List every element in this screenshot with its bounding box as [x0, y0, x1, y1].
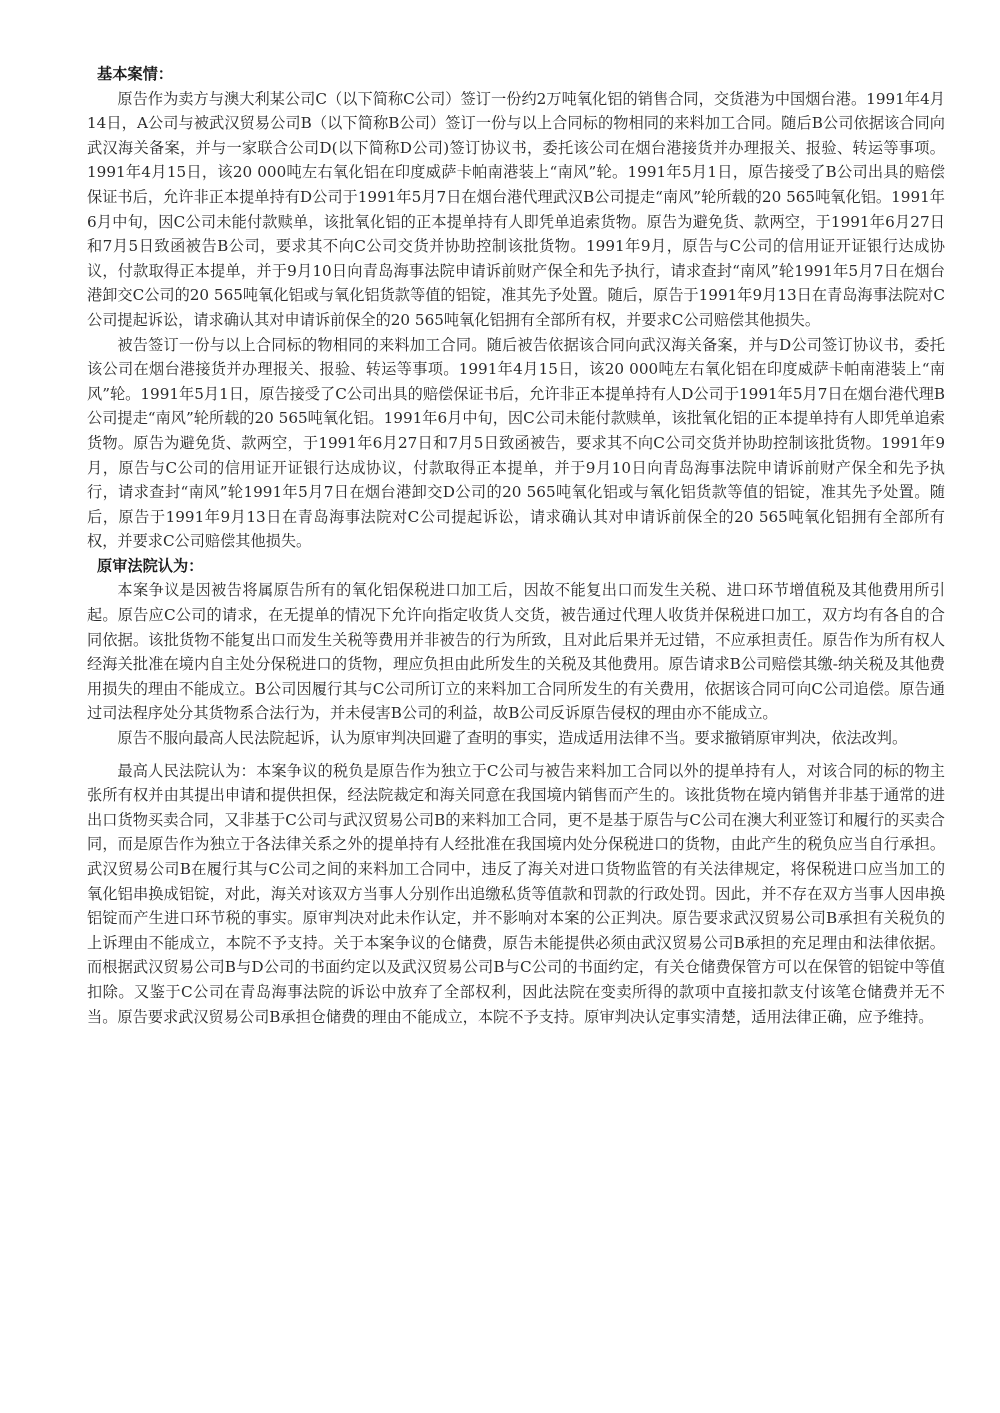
original-court-heading: 原审法院认为：	[97, 556, 204, 575]
basic-facts-paragraph-1: 原告作为卖方与澳大利某公司C（以下简称C公司）签订一份约2万吨氧化铝的销售合同，交货港为中国烟台港。1991年4月14日，A公司与被武汉贸易公司B（以下简称B公司）签订一份与以上合同标的物相同的来料加工合同。随后B公司依据该合同向武汉海关备案，并与一家联合公司D(以下简称D公司)签订协议书，委托该公司在烟台港接货并办理报关、报验、转运等事项。1991年4月15日，该20 000吨左右氧化铝在印度威萨卡帕南港装上“南风”轮。1991年5月1日，原告接受了B公司出具的赔偿保证书后，允许非正本提单持有D公司于1991年5月7日在烟台港代理武汉B公司提走“南风”轮所载的20 565吨氧化铝。1991年6月中旬，因C公司未能付款赎单，该批氧化铝的正本提单持有人即凭单追索货物。原告为避免货、款两空，于1991年6月27日和7月5日致函被告B公司，要求其不向C公司交货并协助控制该批货物。1991年9月，原告与C公司的信用证开证银行达成协议，付款取得正本提单，并于9月10日向青岛海事法院申请诉前财产保全和先予执行，请求查封“南风”轮1991年5月7日在烟台港卸交C公司的20 565吨氧化铝或与氧化铝货款等值的铝锭，准其先予处置。随后，原告于1991年9月13日在青岛海事法院对C公司提起诉讼，请求确认其对申请诉前保全的20 565吨氧化铝拥有全部所有权，并要求C公司赔偿其他损失。	[87, 89, 945, 329]
paragraph-spacer	[87, 751, 945, 759]
basic-facts-paragraph-2: 被告签订一份与以上合同标的物相同的来料加工合同。随后被告依据该合同向武汉海关备案，并与D公司签订协议书，委托该公司在烟台港接货并办理报关、报验、转运等事项。1991年4月15日，该20 000吨左右氧化铝在印度威萨卡帕南港装上“南风”轮。1991年5月1日，原告接受了C公司出具的赔偿保证书后，允许非正本提单持有人D公司于1991年5月7日在烟台港代理B公司提走“南风”轮所载的20 565吨氧化铝。1991年6月中旬，因C公司未能付款赎单，该批氧化铝的正本提单持有人即凭单追索货物。原告为避免货、款两空，于1991年6月27日和7月5日致函被告，要求其不向C公司交货并协助控制该批货物。1991年9月，原告与C公司的信用证开证银行达成协议，付款取得正本提单，并于9月10日向青岛海事法院申请诉前财产保全和先予执行，请求查封“南风”轮1991年5月7日在烟台港卸交D公司的20 565吨氧化铝或与氧化铝货款等值的铝锭，准其先予处置。随后，原告于1991年9月13日在青岛海事法院对C公司提起诉讼，请求确认其对申请诉前保全的20 565吨氧化铝拥有全部所有权，并要求C公司赔偿其他损失。	[87, 335, 945, 551]
original-court-paragraph-2: 原告不服向最高人民法院起诉，认为原审判决回避了查明的事实，造成适用法律不当。要求撤销原审判决，依法改判。	[117, 729, 908, 748]
document-page	[87, 62, 945, 1029]
basic-facts-heading: 基本案情：	[97, 65, 173, 83]
supreme-court-paragraph: 最高人民法院认为：本案争议的税负是原告作为独立于C公司与被告来料加工合同以外的提单持有人，对该合同的标的物主张所有权并由其提出申请和提供担保，经法院裁定和海关同意在我国境内销售而产生的。该批货物在境内销售并非基于通常的进出口货物买卖合同，又非基于C公司与武汉贸易公司B的来料加工合同，更不是基于原告与C公司在澳大利亚签订和履行的买卖合同，而是原告作为独立于各法律关系之外的提单持有人经批准在我国境内处分保税进口的货物，由此产生的税负应当自行承担。武汉贸易公司B在履行其与C公司之间的来料加工合同中，违反了海关对进口货物监管的有关法律规定，将保税进口应当加工的氧化铝串换成铝锭，对此，海关对该双方当事人分别作出追缴私货等值款和罚款的行政处罚。因此，并不存在双方当事人因串换铝锭而产生进口环节税的事实。原审判决对此未作认定，并不影响对本案的公正判决。原告要求武汉贸易公司B承担有关税负的上诉理由不能成立，本院不予支持。关于本案争议的仓储费，原告未能提供必须由武汉贸易公司B承担的充足理由和法律依据。而根据武汉贸易公司B与D公司的书面约定以及武汉贸易公司B与C公司的书面约定，有关仓储费保管方可以在保管的铝锭中等值扣除。又鉴于C公司在青岛海事法院的诉讼中放弃了全部权利，因此法院在变卖所得的款项中直接扣款支付该笔仓储费并无不当。原告要求武汉贸易公司B承担仓储费的理由不能成立，本院不予支持。原审判决认定事实清楚，适用法律正确，应予维持。	[87, 761, 945, 1026]
original-court-paragraph-1: 本案争议是因被告将属原告所有的氧化铝保税进口加工后，因故不能复出口而发生关税、进口环节增值税及其他费用所引起。原告应C公司的请求，在无提单的情况下允许向指定收货人交货，被告通过代理人收货并保税进口加工，双方均有各自的合同依据。该批货物不能复出口而发生关税等费用并非被告的行为所致，且对此后果并无过错，不应承担责任。原告作为所有权人经海关批准在境内自主处分保税进口的货物，理应负担由此所发生的关税及其他费用。原告请求B公司赔偿其缴-纳关税及其他费用损失的理由不能成立。B公司因履行其与C公司所订立的来料加工合同所发生的有关费用，依据该合同可向C公司追偿。原告通过司法程序处分其货物系合法行为，并未侵害B公司的利益，故B公司反诉原告侵权的理由亦不能成立。	[87, 581, 945, 723]
